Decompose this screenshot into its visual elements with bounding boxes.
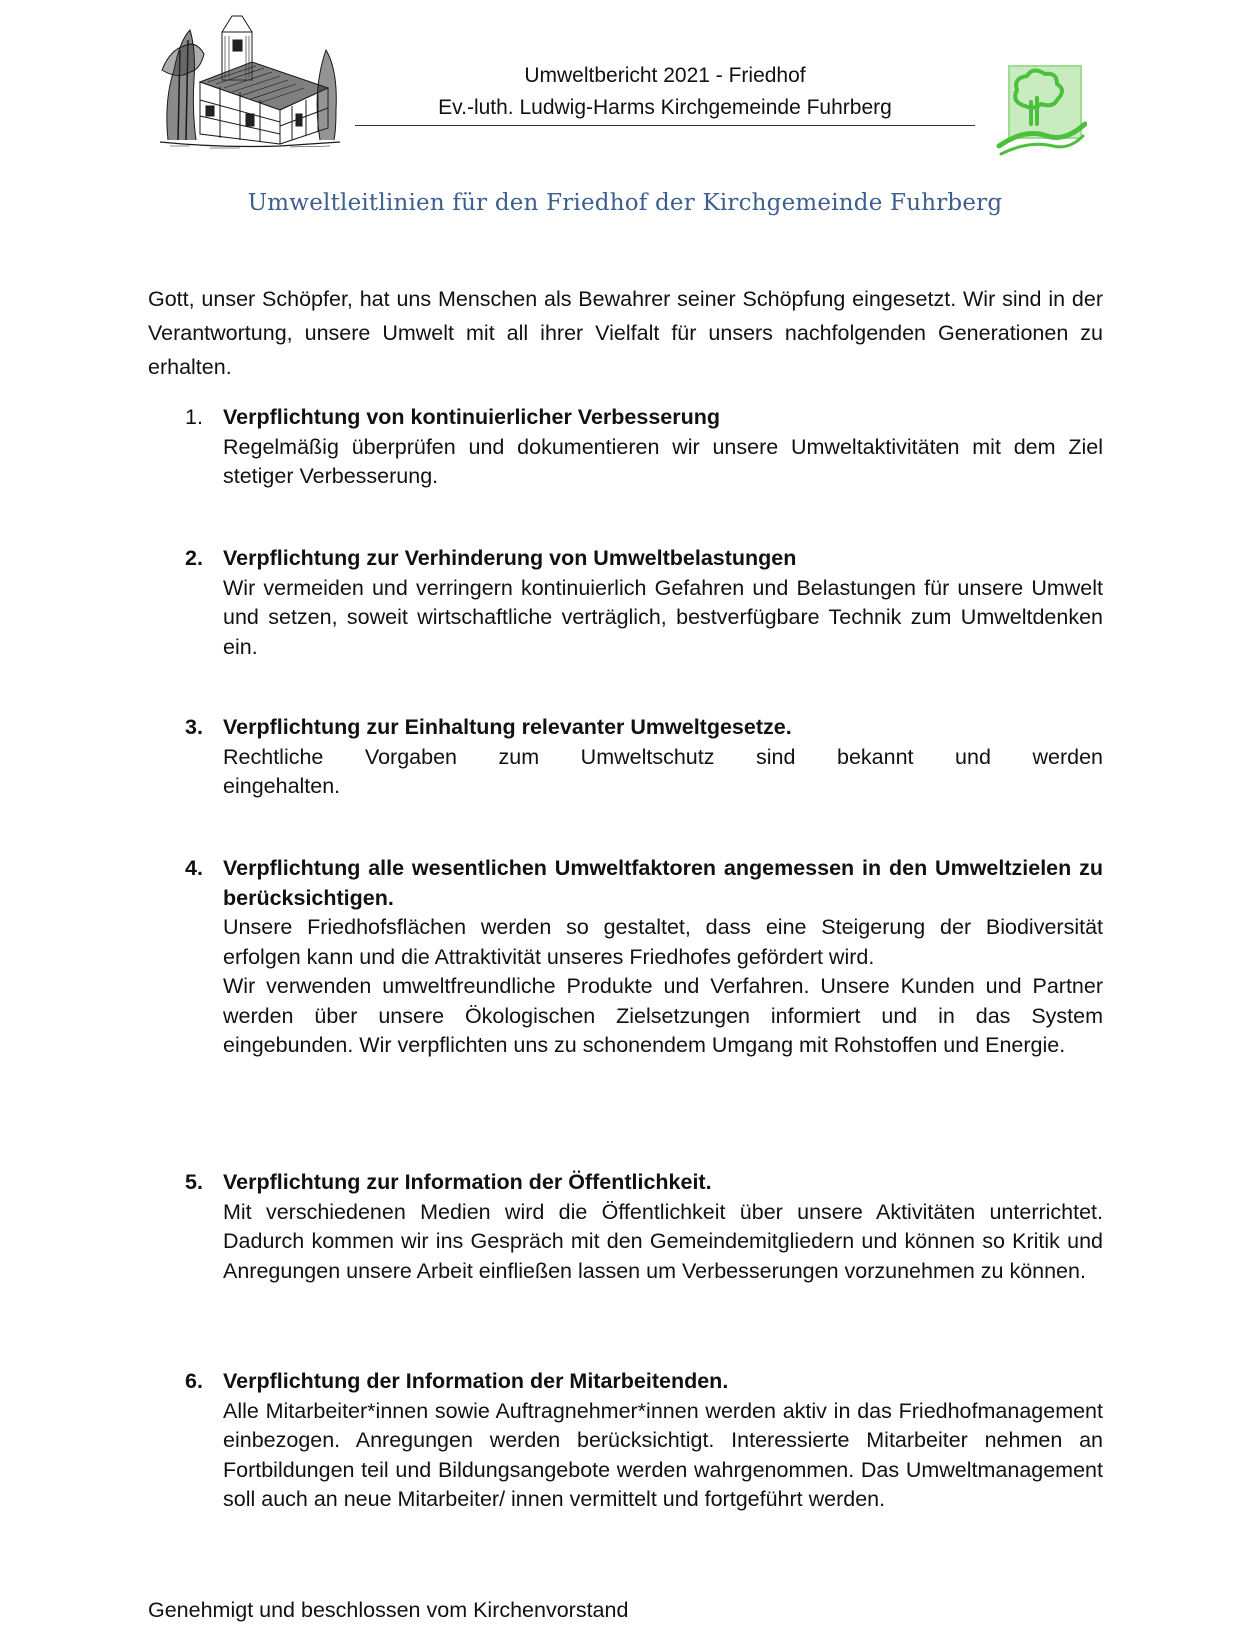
- item-number: 2.: [185, 546, 203, 570]
- header-parish-name: Ev.-luth. Ludwig-Harms Kirchgemeinde Fuhrberg: [438, 96, 892, 119]
- item-number: 5.: [185, 1170, 203, 1194]
- item-paragraph: Regelmäßig überprüfen und dokumentieren wir unsere Umweltaktivitäten mit dem Ziel stetiger Verbesserung.: [223, 434, 1103, 488]
- item-number: 4.: [185, 856, 203, 880]
- item-number: 3.: [185, 715, 203, 739]
- approval-note: Genehmigt und beschlossen vom Kirchenvorstand: [148, 1598, 629, 1622]
- item-heading: Verpflichtung zur Verhinderung von Umweltbelastungen: [223, 546, 797, 570]
- item-paragraph: Unsere Friedhofsflächen werden so gestaltet, dass eine Steigerung der Biodiversität erfolgen kann und die Attraktivität unseres Friedhofes gefördert wird.: [223, 915, 1103, 969]
- item-number: 1.: [185, 405, 203, 429]
- item-paragraph: Wir vermeiden und verringern kontinuierlich Gefahren und Belastungen für unsere Umwelt und setzen, soweit wirtschaftliche verträglich, bestverfügbare Technik zum Umweltdenken ein.: [223, 575, 1103, 659]
- item-heading: Verpflichtung der Information der Mitarbeitenden.: [223, 1369, 729, 1393]
- item-number: 6.: [185, 1369, 203, 1393]
- document-title: Umweltleitlinien für den Friedhof der Kirchgemeinde Fuhrberg: [247, 190, 1003, 216]
- item-paragraph: Rechtliche Vorgaben zum Umweltschutz sind bekannt und werden: [223, 744, 1103, 769]
- header-divider: [355, 125, 975, 126]
- item-heading: Verpflichtung zur Einhaltung relevanter Umweltgesetze.: [223, 715, 792, 739]
- item-paragraph: Alle Mitarbeiter*innen sowie Auftragnehmer*innen werden aktiv in das Friedhofmanagement einbezogen. Anregungen werden berücksichtigt. Interessierte Mitarbeiter nehmen an Fortbildungen teil und Bildungsangebote werden wahrgenommen. Das Umweltmanagement soll auch an neue Mitarbeiter/ innen vermittelt und fortgeführt werden.: [223, 1398, 1103, 1511]
- tree-environment-logo-icon: [995, 62, 1087, 158]
- guideline-item: [185, 1168, 1103, 1286]
- item-paragraph: eingehalten.: [223, 774, 341, 798]
- intro-text: Gott, unser Schöpfer, hat uns Menschen als Bewahrer seiner Schöpfung eingesetzt. Wir sind in der Verantwortung, unsere Umwelt mit all ihrer Vielfalt für unsers nachfolgenden Generationen zu erhalten.: [148, 287, 1103, 379]
- header-report-title: Umweltbericht 2021 - Friedhof: [524, 64, 806, 87]
- item-heading: Verpflichtung von kontinuierlicher Verbesserung: [223, 405, 720, 429]
- guideline-item: [185, 713, 1103, 802]
- item-paragraph: Mit verschiedenen Medien wird die Öffentlichkeit über unsere Aktivitäten unterrichtet. Dadurch kommen wir ins Gespräch mit den Gemeindemitgliedern und können so Kritik und Anregungen unsere Arbeit einfließen lassen um Verbesserungen vorzunehmen zu können.: [223, 1199, 1103, 1283]
- guideline-item: [185, 544, 1103, 662]
- guideline-item: [185, 1367, 1103, 1515]
- header-text: [355, 60, 975, 124]
- intro-paragraph: [148, 282, 1103, 384]
- item-heading: Verpflichtung alle wesentlichen Umweltfaktoren angemessen in den Umweltzielen zu berücksichtigen.: [223, 856, 1103, 910]
- guideline-item: [185, 854, 1103, 1061]
- item-paragraph: Wir verwenden umweltfreundliche Produkte und Verfahren. Unsere Kunden und Partner werden über unsere Ökologischen Zielsetzungen informiert und in das System eingebunden. Wir verpflichten uns zu schonendem Umgang mit Rohstoffen und Energie.: [223, 974, 1103, 1057]
- church-drawing-icon: [160, 10, 340, 150]
- item-heading: Verpflichtung zur Information der Öffentlichkeit.: [223, 1170, 712, 1194]
- guideline-item: [185, 403, 1103, 492]
